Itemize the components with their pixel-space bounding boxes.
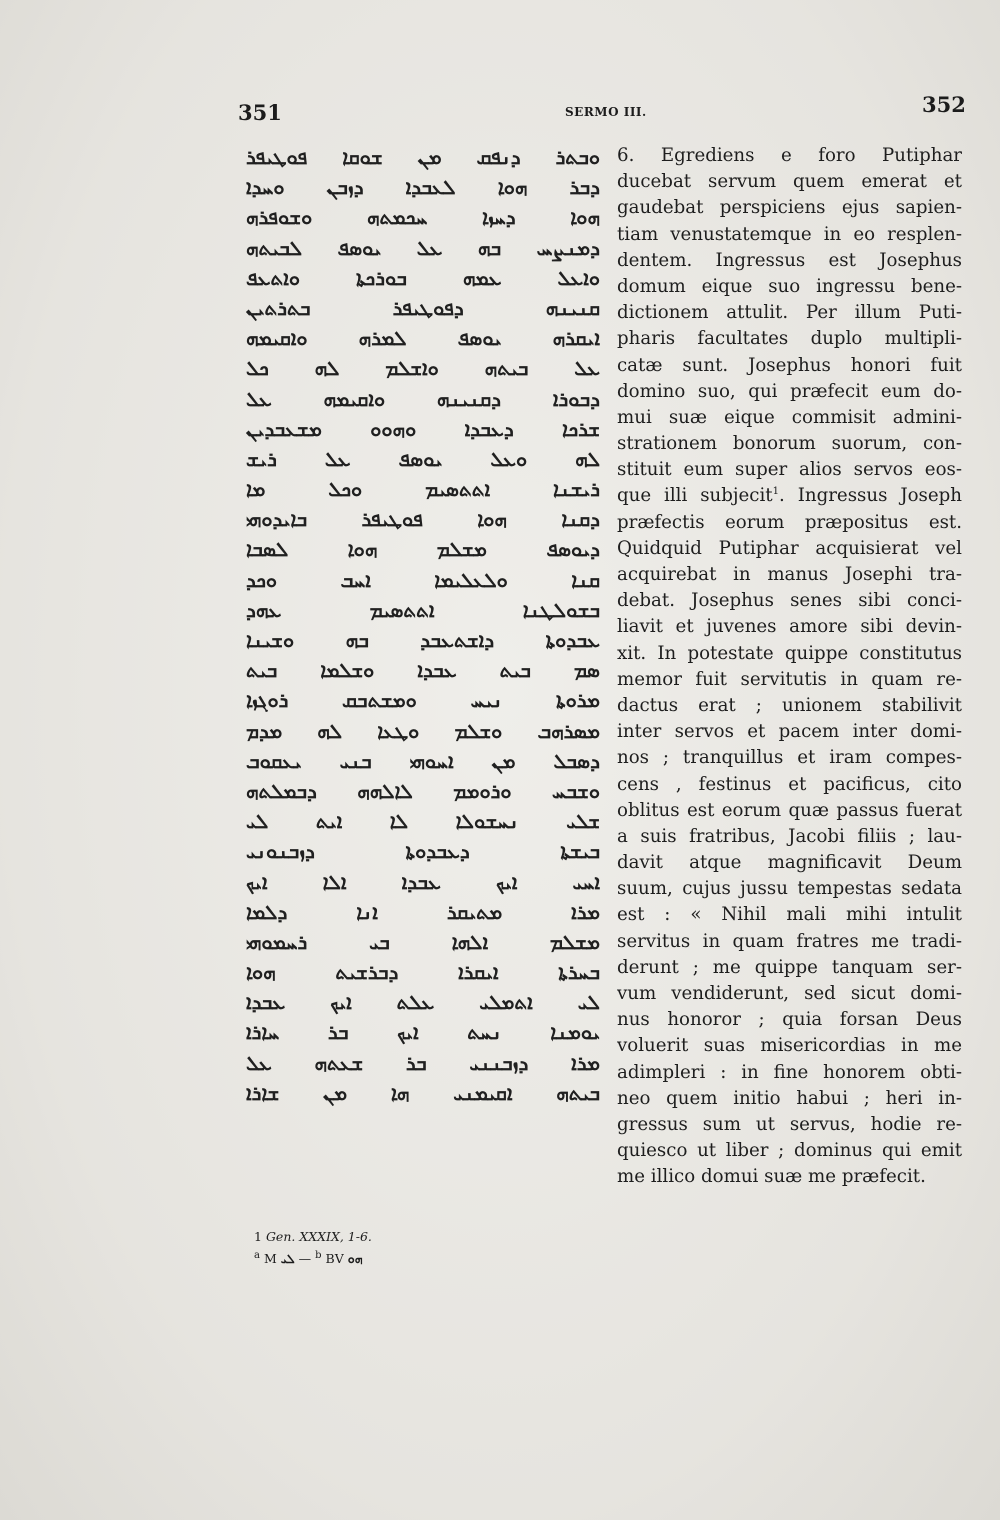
syriac-line: ܕܒܪ ܗܘܐ ܠܥܒܕܐ ܕܙܒܢ ܘܚܕܐ [246, 175, 600, 200]
syriac-line: ܡܪܘܬܐ ܢܝܚ ܘܡܫܬܒܩ ܪܘܓܙܐ [246, 688, 600, 713]
syriac-line: ܗܘܐ ܕܚܙܐ ܚܟܡܬܗ ܘܫܘܦܪܗ [246, 205, 600, 230]
syriac-line: ܘܐܥܠ ܥܡܗ ܒܘܪܟܬܐ ܘܐܬܥܦ [246, 265, 600, 290]
latin-line: quiesco ut liber ; dominus qui emit [617, 1140, 962, 1162]
latin-line: catæ sunt. Josephus honori fuit [617, 354, 962, 376]
syriac-line: ܝܘܡܢܐ ܢܚܬ ܐܝܟ ܒܪ ܚܐܪܐ [246, 1020, 600, 1045]
variant-marker-b: b [315, 1249, 322, 1261]
syriac-line: ܐܝܩܪܗ ܝܘܣܦ ܠܡܪܗ ܘܐܩܝܡܗ [246, 326, 600, 351]
syriac-line: ܒܝܬܗ ܐܩܝܡܢܝ ܗܐ ܡܢ ܫܐܪܐ [246, 1080, 600, 1105]
latin-line: me illico domui suæ me præfecit. [617, 1166, 926, 1188]
latin-line: stituit eum super alios servos eos- [617, 459, 962, 481]
latin-text-fragment: . Ingressus Joseph [779, 485, 962, 507]
latin-line: præfectis eorum præpositus est. [617, 511, 962, 533]
syriac-line: ܡܣܪܗܒ ܘܫܠܡ ܘܛܥܐ ܠܗ ܡܕܡ [246, 718, 600, 743]
latin-text-column [617, 143, 962, 1191]
latin-line: Quidquid Putiphar acquisierat vel [617, 537, 962, 559]
latin-line: pharis facultates duplo multipli- [617, 328, 962, 350]
syriac-line: ܒܝܫܬܐ ܕܥܒܕܘܬܐ ܕܙܒܢܘܢܝ [246, 839, 600, 864]
running-title: SERMO III. [565, 105, 647, 119]
latin-line: suum, cujus jussu tempestas sedata [617, 878, 962, 900]
latin-line: a suis fratribus, Jacobi filiis ; lau- [617, 825, 962, 847]
latin-line: tiam venustatemque in eo resplen- [617, 223, 962, 245]
latin-line: domum eique suo ingressu bene- [617, 275, 962, 297]
latin-line: dentem. Ingressus est Josephus [617, 249, 962, 271]
latin-line: strationem bonorum suorum, con- [617, 433, 962, 455]
latin-line: adimpleri : in fine honorem obti- [617, 1061, 962, 1083]
latin-line: nos ; tranquillus et iram compes- [617, 747, 962, 769]
syriac-line: ܩܢܐ ܘܠܥܠܝܡܐ ܐܚܒ ܘܟܕ [246, 567, 600, 592]
variant-readings-note [254, 1248, 554, 1270]
latin-line: memor fuit servitutis in quam re- [617, 668, 962, 690]
syriac-line: ܥܒܕܘܬܐ ܕܐܫܬܥܒܕ ܒܗ ܘܫܝܢܐ [246, 628, 600, 652]
syriac-line: ܡܪܐ ܕܙܒܢܢܝ ܒܪ ܫܥܬܗ ܥܠ [246, 1050, 600, 1075]
syriac-line: ܒܫܘܠܛܢܐ ܐܬܬܣܝܡ ܥܗܕ [246, 597, 600, 622]
variant-source-a: M [263, 1251, 277, 1266]
latin-line: 6. Egrediens e foro Putiphar [617, 145, 962, 166]
latin-line: davit atque magnificavit Deum [617, 852, 962, 874]
latin-line: gaudebat perspiciens ejus sapien- [617, 197, 962, 219]
latin-line: gressus sum ut servus, hodie re- [617, 1113, 962, 1135]
syriac-line: ܒܚܪܬܐ ܐܝܩܪܐ ܕܒܪܫܝܬ ܗܘܐ [246, 960, 600, 985]
latin-line: oblitus est eorum quæ passus fuerat [617, 799, 962, 821]
latin-line: neo quem initio habui ; heri in- [617, 1087, 962, 1109]
latin-line: est : « Nihil mali mihi intulit [617, 904, 962, 926]
variant-marker-a: a [254, 1249, 260, 1261]
syriac-line: ܕܡܢܨܚ ܒܗ ܥܠ ܝܘܣܦ ܠܒܝܬܗ [246, 235, 600, 260]
syriac-line: ܕܒܘܪܐ ܕܩܢܝܢܗ ܘܐܩܝܡܗ ܥܠ [246, 386, 600, 411]
latin-line: cens , festinus et pacificus, cito [617, 773, 962, 795]
latin-line: mui suæ eique commisit admini- [617, 406, 962, 428]
syriac-line: ܡܫܠܡ ܐܠܗܐ ܒܝ ܪܚܡܘܗܝ [246, 929, 600, 954]
syriac-line: ܡܪܐ ܡܬܝܩܪ ܐܢܐ ܕܠܡܐ [246, 899, 600, 924]
latin-line: acquirebat in manus Josephi tra- [617, 564, 962, 585]
latin-line: servitus in quam fratres me tradi- [617, 930, 962, 952]
page-header [0, 92, 1000, 132]
syriac-line: ܘܒܬܪ ܕܢܦܩ ܡܢ ܫܘܩܐ ܦܘܛܝܦܪ [246, 145, 600, 169]
latin-line: dactus erat ; unionem stabilivit [617, 694, 962, 716]
syriac-line: ܩܢܝܢܗ ܕܦܘܛܝܦܪ ܒܬܪܬܝܢ [246, 295, 600, 320]
syriac-line: ܕܣܒܠ ܡܢ ܐܚܘܗܝ ܒܢܝ ܝܥܩܘܒ [246, 748, 600, 773]
latin-line: vum vendiderunt, sed sicut domi- [617, 983, 962, 1004]
latin-line: debat. Josephus senes sibi conci- [617, 590, 962, 612]
latin-line: voluerit suas misericordias in me [617, 1035, 962, 1057]
latin-line: domino suo, qui præfecit eum do- [617, 380, 962, 402]
note-text: Gen. XXXIX, 1-6. [265, 1229, 372, 1244]
variant-separator: — [298, 1251, 312, 1266]
latin-line: liavit et juvenes amore sibi devin- [617, 616, 962, 638]
syriac-line: ܫܪܟܐ ܕܥܒܕܐ ܘܗܘܘ ܡܫܥܒܕܝܢ [246, 416, 600, 441]
syriac-line: ܪܝܫܢܐ ܐܬܬܣܝܡ ܘܟܠ ܡܐ [246, 477, 600, 502]
syriac-line: ܕܝܘܣܦ ܡܫܠܡ ܗܘܐ ܠܣܒܐ [246, 537, 600, 562]
latin-line: dictionem attulit. Per illum Puti- [617, 302, 962, 324]
latin-line: inter servos et pacem inter domi- [617, 721, 962, 743]
latin-line-with-footnote [617, 483, 962, 509]
latin-line: derunt ; me quippe tanquam ser- [617, 956, 962, 978]
syriac-footnotes [254, 1226, 554, 1270]
latin-line: ducebat servum quem emerat et [617, 171, 962, 193]
syriac-line: ܣܡ ܒܝܬ ܥܒܕܐ ܘܫܠܡܐ ܒܝܬ [246, 658, 600, 683]
syriac-line: ܐܚܝ ܐܝܟ ܥܒܕܐ ܐܠܐ ܐܝܟ [246, 869, 600, 894]
scripture-reference-note [254, 1226, 554, 1248]
latin-text-fragment: que illi subjecit [617, 485, 773, 507]
variant-reading-b: ܗܘ [347, 1251, 363, 1266]
syriac-line: ܠܝ ܐܬܡܠܝ ܥܠܬ ܐܝܟ ܥܒܕܐ [246, 990, 600, 1015]
page-number-left: 351 [238, 100, 282, 125]
variant-reading-a: ܠܝ [280, 1251, 295, 1266]
page-number-right: 352 [922, 92, 966, 117]
footnote-marker: 1 [772, 486, 779, 498]
variant-source-b: BV [325, 1251, 344, 1266]
latin-line: nus honoror ; quia forsan Deus [617, 1009, 962, 1031]
syriac-line: ܥܠ ܒܝܬܗ ܘܐܫܠܡ ܠܗ ܟܠ [246, 356, 600, 381]
syriac-line: ܠܗ ܘܥܠ ܝܘܣܦ ܥܠ ܪܝܫ [246, 446, 600, 471]
syriac-text-column [246, 142, 600, 1108]
syriac-line: ܘܫܒܚ ܘܪܘܡܡ ܠܐܠܗܗ ܕܒܡܠܬܗ [246, 778, 600, 803]
note-marker: 1 [254, 1229, 262, 1244]
syriac-line: ܕܩܢܐ ܗܘܐ ܦܘܛܝܦܪ ܒܐܝܕܘܗܝ [246, 507, 600, 532]
syriac-line: ܫܠܝ ܢܚܫܘܠܐ ܠܐ ܐܝܬ ܠܝ [246, 809, 600, 834]
latin-line: xit. In potestate quippe constitutus [617, 642, 962, 664]
